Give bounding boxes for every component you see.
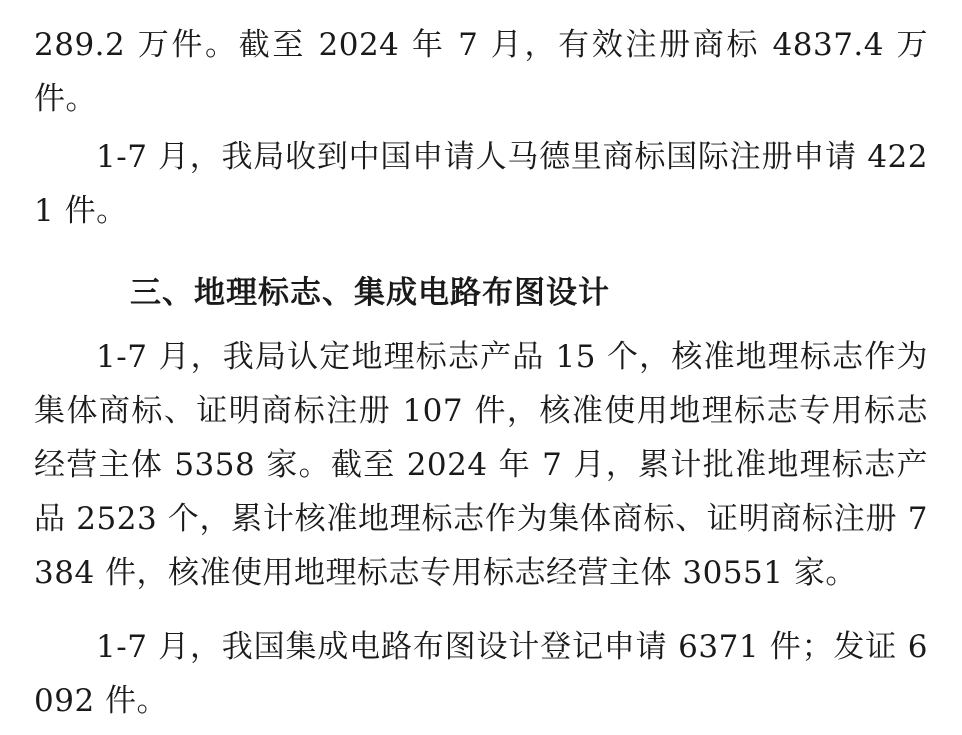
paragraph-integrated-circuit: 1-7 月，我国集成电路布图设计登记申请 6371 件；发证 6092 件。 — [34, 629, 928, 719]
paragraph-trademark-valid: 289.2 万件。截至 2024 年 7 月，有效注册商标 4837.4 万件。 — [34, 27, 928, 117]
paragraph-madrid-application: 1-7 月，我局收到中国申请人马德里商标国际注册申请 4221 件。 — [34, 139, 928, 229]
spacer-before-heading — [34, 242, 928, 252]
section-heading-three: 三、地理标志、集成电路布图设计 — [130, 275, 610, 311]
paragraph-geographical-indications: 1-7 月，我局认定地理标志产品 15 个，核准地理标志作为集体商标、证明商标注册 107 件，核准使用地理标志专用标志经营主体 5358 家。截至 2024 年 7 月，累计批准地理标志产品 2523 个，累计核准地理标志作为集体商标、证明商标注册 7384 件，核准使用地理标志专用标志经营主体 30551 家。 — [34, 339, 928, 591]
spacer-between-paragraphs — [34, 604, 928, 620]
